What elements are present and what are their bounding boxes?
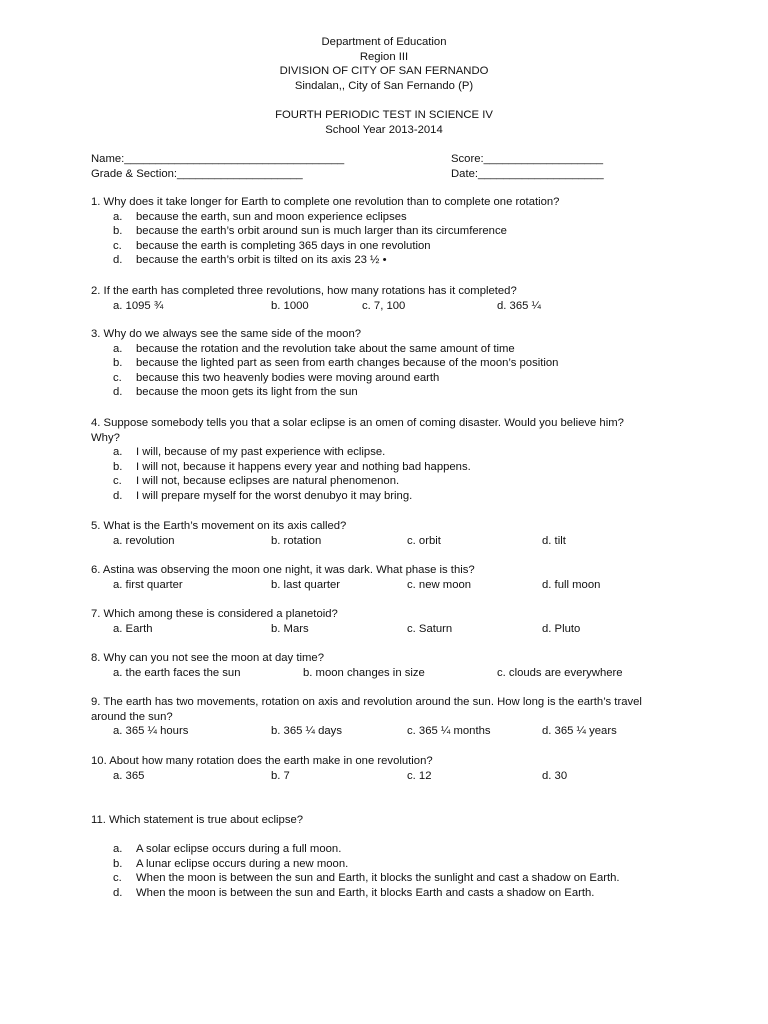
choice-c: c. 7, 100 [362, 299, 406, 312]
header-region: Region III [359, 50, 409, 63]
question-text: 7. Which among these is considered a planetoid? [91, 608, 338, 620]
choice-d: d. 30 [542, 769, 568, 782]
question-text: 5. What is the Earth’s movement on its axis called? [91, 520, 347, 532]
option-c: c. I will not, because eclipses are natural phenomenon. [113, 475, 400, 488]
question-text: 2. If the earth has completed three revolutions, how many rotations has it completed? [91, 285, 517, 297]
document-header [0, 35, 768, 137]
question-text: 10. About how many rotation does the earth make in one revolution? [91, 755, 433, 767]
choice-b: b. Mars [271, 622, 309, 635]
choice-a: a. 365 ¼ hours [113, 725, 189, 738]
choice-d: d. Pluto [542, 622, 581, 635]
option-b: b. because the earth’s orbit around sun is much larger than its circumference [113, 225, 507, 238]
choice-row [91, 622, 711, 637]
choice-row [91, 534, 711, 549]
name-field[interactable]: Name:___________________________________ [91, 153, 345, 165]
question-text: 6. Astina was observing the moon one night, it was dark. What phase is this? [91, 564, 475, 576]
choice-row [91, 724, 711, 739]
student-info-fields [91, 152, 691, 182]
header-department: Department of Education [321, 36, 447, 48]
question-1 [91, 195, 711, 268]
option-b: b. because the lighted part as seen from earth changes because of the moon’s position [113, 357, 559, 370]
choice-row [91, 299, 711, 314]
test-title: FOURTH PERIODIC TEST IN SCIENCE IV [275, 108, 493, 121]
choice-c: c. new moon [407, 578, 472, 591]
question-text: 3. Why do we always see the same side of the moon? [91, 328, 362, 340]
date-field[interactable]: Date:____________________ [451, 168, 604, 180]
choice-row [91, 666, 711, 681]
question-2 [91, 284, 711, 313]
option-b: b. A lunar eclipse occurs during a new moon. [113, 857, 349, 870]
option-d: d. When the moon is between the sun and Earth, it blocks Earth and casts a shadow on Earth. [113, 886, 595, 899]
option-c: c. because the earth is completing 365 days in one revolution [113, 239, 431, 252]
question-3 [91, 327, 711, 400]
question-9 [91, 695, 711, 739]
option-a: a. A solar eclipse occurs during a full moon. [113, 843, 342, 856]
option-a: a. because the earth, sun and moon experience eclipses [113, 210, 407, 223]
question-7 [91, 607, 711, 636]
choice-d: d. 365 ¼ years [542, 725, 617, 738]
choice-d: d. 365 ¼ [497, 299, 541, 312]
header-address: Sindalan,, City of San Fernando (P) [294, 79, 474, 92]
choice-row [91, 769, 711, 784]
option-b: b. I will not, because it happens every year and nothing bad happens. [113, 460, 471, 473]
question-11 [91, 813, 711, 901]
question-6 [91, 563, 711, 592]
school-year: School Year 2013-2014 [325, 123, 443, 136]
question-5 [91, 519, 711, 548]
choice-c: c. 12 [407, 769, 432, 782]
choice-b: b. moon changes in size [303, 666, 425, 679]
choice-a: a. 365 [113, 769, 145, 782]
choice-row [91, 578, 711, 593]
question-text: 1. Why does it take longer for Earth to complete one revolution than to complete one rotation? [91, 196, 560, 208]
question-text: 11. Which statement is true about eclipse? [91, 814, 304, 826]
choice-b: b. 1000 [271, 299, 309, 312]
question-text: 9. The earth has two movements, rotation on axis and revolution around the sun. How long is the earth’s travel around the sun? [91, 696, 642, 723]
option-d: d. because the earth’s orbit is tilted on its axis 23 ½ • [113, 254, 387, 267]
option-a: a. I will, because of my past experience with eclipse. [113, 446, 386, 459]
grade-section-field[interactable]: Grade & Section:____________________ [91, 168, 303, 180]
choice-a: a. Earth [113, 622, 153, 635]
option-c: c. When the moon is between the sun and Earth, it blocks the sunlight and cast a shadow on Earth. [113, 872, 620, 885]
option-d: d. because the moon gets its light from the sun [113, 386, 358, 399]
option-a: a. because the rotation and the revolution take about the same amount of time [113, 342, 515, 355]
choice-d: d. tilt [542, 534, 566, 547]
question-8 [91, 651, 711, 680]
choice-c: c. Saturn [407, 622, 453, 635]
question-text: 4. Suppose somebody tells you that a solar eclipse is an omen of coming disaster. Would you believe him? Why? [91, 417, 624, 444]
question-10 [91, 754, 711, 783]
choice-a: a. first quarter [113, 578, 183, 591]
choice-a: a. revolution [113, 534, 175, 547]
choice-c: c. clouds are everywhere [497, 666, 623, 679]
choice-d: d. full moon [542, 578, 601, 591]
choice-b: b. 7 [271, 769, 290, 782]
choice-b: b. last quarter [271, 578, 341, 591]
choice-a: a. 1095 ¾ [113, 299, 164, 312]
choice-c: c. 365 ¼ months [407, 725, 491, 738]
choice-b: b. 365 ¼ days [271, 725, 342, 738]
choice-c: c. orbit [407, 534, 441, 547]
question-4 [91, 416, 711, 504]
header-division: DIVISION OF CITY OF SAN FERNANDO [279, 65, 489, 78]
choice-a: a. the earth faces the sun [113, 666, 241, 679]
question-text: 8. Why can you not see the moon at day time? [91, 652, 324, 664]
option-c: c. because this two heavenly bodies were moving around earth [113, 371, 440, 384]
option-d: d. I will prepare myself for the worst denubyo it may bring. [113, 489, 413, 502]
score-field[interactable]: Score:___________________ [451, 153, 604, 165]
choice-b: b. rotation [271, 534, 322, 547]
